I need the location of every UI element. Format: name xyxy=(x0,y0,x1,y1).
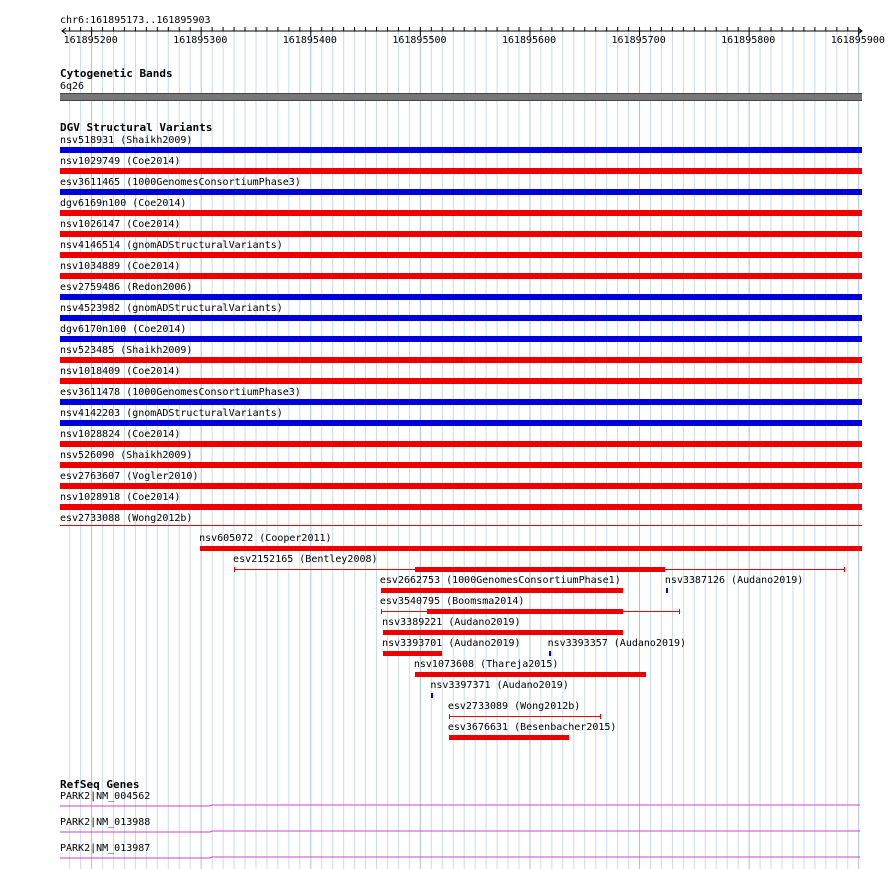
dgv-feature-ci-cap[interactable] xyxy=(679,609,680,614)
dgv-variant-label: nsv4146514 (gnomADStructuralVariants) xyxy=(60,240,283,251)
dgv-variant-label: esv2759486 (Redon2006) xyxy=(60,282,193,293)
dgv-feature-ci-cap[interactable] xyxy=(381,609,382,614)
dgv-variant-label: nsv1029749 (Coe2014) xyxy=(60,156,181,167)
ruler-tick-label: 161895700 xyxy=(611,35,666,46)
dgv-variant-bar[interactable] xyxy=(60,273,862,279)
cytoband-track-title: Cytogenetic Bands xyxy=(60,67,173,80)
ruler-tick-label: 161895300 xyxy=(173,35,228,46)
dgv-variant-label: nsv4142203 (gnomADStructuralVariants) xyxy=(60,408,283,419)
dgv-variant-bar[interactable] xyxy=(60,483,862,489)
dgv-variant-bar[interactable] xyxy=(60,294,862,300)
dgv-feature-label: esv3540795 (Boomsma2014) xyxy=(379,596,525,607)
dgv-variant-bar[interactable] xyxy=(60,420,862,426)
dgv-feature-label: nsv3387126 (Audano2019) xyxy=(664,575,804,586)
dgv-variant-bar[interactable] xyxy=(60,231,862,237)
dgv-variant-bar[interactable] xyxy=(60,504,862,510)
refseq-gene-line[interactable] xyxy=(60,805,860,806)
dgv-variant-label: nsv1028918 (Coe2014) xyxy=(60,492,181,503)
dgv-feature-bar[interactable] xyxy=(431,693,433,698)
ruler-tick-label: 161895800 xyxy=(721,35,776,46)
refseq-gene-line[interactable] xyxy=(60,857,860,858)
refseq-gene-line[interactable] xyxy=(60,831,860,832)
dgv-feature-bar[interactable] xyxy=(415,672,646,677)
dgv-feature-bar[interactable] xyxy=(427,609,623,614)
refseq-gene-label: PARK2|NM_013987 xyxy=(60,843,151,854)
dgv-feature-ci-cap[interactable] xyxy=(600,714,601,719)
dgv-feature-label: esv2733089 (Wong2012b) xyxy=(447,701,581,712)
dgv-feature-label: nsv3397371 (Audano2019) xyxy=(430,680,569,691)
dgv-feature-bar[interactable] xyxy=(415,567,665,572)
dgv-variant-bar[interactable] xyxy=(60,378,862,384)
dgv-variant-label: nsv1028824 (Coe2014) xyxy=(60,429,181,440)
dgv-feature-label: esv3676631 (Besenbacher2015) xyxy=(447,722,617,733)
dgv-variant-label: esv2763607 (Vogler2010) xyxy=(60,471,199,482)
dgv-variant-label: dgv6170n100 (Coe2014) xyxy=(60,324,187,335)
dgv-variant-label: esv2733088 (Wong2012b) xyxy=(60,513,193,524)
ruler-tick-label: 161895200 xyxy=(63,35,118,46)
dgv-variant-bar[interactable] xyxy=(60,336,862,342)
dgv-feature-bar[interactable] xyxy=(381,588,623,593)
dgv-variant-bar[interactable] xyxy=(60,525,862,526)
dgv-feature-label: esv2152165 (Bentley2008) xyxy=(233,554,378,565)
region-label: chr6:161895173..161895903 xyxy=(60,15,211,26)
dgv-variant-label: nsv1034889 (Coe2014) xyxy=(60,261,181,272)
ruler-tick-label: 161895500 xyxy=(392,35,447,46)
dgv-feature-bar[interactable] xyxy=(666,588,668,593)
dgv-variant-label: nsv1018409 (Coe2014) xyxy=(60,366,181,377)
dgv-variant-bar[interactable] xyxy=(60,189,862,195)
dgv-variant-label: nsv4523982 (gnomADStructuralVariants) xyxy=(60,303,283,314)
ruler-tick-label: 161895900 xyxy=(830,35,885,46)
dgv-variant-label: nsv523485 (Shaikh2009) xyxy=(60,345,193,356)
dgv-variant-label: esv3611465 (1000GenomesConsortiumPhase3) xyxy=(60,177,301,188)
ruler-tick-label: 161895600 xyxy=(501,35,557,46)
dgv-variant-bar[interactable] xyxy=(60,399,862,405)
dgv-feature-label: nsv3393357 (Audano2019) xyxy=(547,638,687,649)
dgv-feature-label: nsv605072 (Cooper2011) xyxy=(199,533,332,544)
dgv-variant-label: nsv526090 (Shaikh2009) xyxy=(60,450,193,461)
dgv-feature-ci-cap[interactable] xyxy=(844,567,845,572)
dgv-variant-bar[interactable] xyxy=(60,210,862,216)
dgv-feature-ci-cap[interactable] xyxy=(234,567,235,572)
dgv-variant-label: dgv6169n100 (Coe2014) xyxy=(60,198,187,209)
dgv-variant-bar[interactable] xyxy=(60,252,862,258)
dgv-feature-bar[interactable] xyxy=(200,546,862,551)
dgv-feature-label: nsv3393701 (Audano2019) xyxy=(382,638,521,649)
dgv-variant-bar[interactable] xyxy=(60,315,862,321)
dgv-feature-bar[interactable] xyxy=(383,630,623,635)
dgv-variant-bar[interactable] xyxy=(60,147,862,153)
dgv-feature-bar[interactable] xyxy=(449,735,570,740)
dgv-variant-bar[interactable] xyxy=(60,441,862,447)
cytoband-label: 6q26 xyxy=(60,81,85,92)
dgv-variant-label: esv3611478 (1000GenomesConsortiumPhase3) xyxy=(60,387,301,398)
dgv-variant-label: nsv518931 (Shaikh2009) xyxy=(60,135,193,146)
dgv-feature-ci-line[interactable] xyxy=(449,716,600,717)
refseq-gene-label: PARK2|NM_004562 xyxy=(60,791,151,802)
dgv-track-title: DGV Structural Variants xyxy=(60,121,213,134)
dgv-feature-label: esv2662753 (1000GenomesConsortiumPhase1) xyxy=(379,575,621,586)
dgv-feature-label: nsv1073608 (Thareja2015) xyxy=(413,659,559,670)
dgv-feature-ci-cap[interactable] xyxy=(449,714,450,719)
dgv-variant-bar[interactable] xyxy=(60,462,862,468)
dgv-variant-label: nsv1026147 (Coe2014) xyxy=(60,219,181,230)
dgv-variant-bar[interactable] xyxy=(60,357,862,363)
dgv-feature-bar[interactable] xyxy=(383,651,442,656)
refseq-track-title: RefSeq Genes xyxy=(60,778,140,791)
dgv-feature-label: nsv3389221 (Audano2019) xyxy=(382,617,521,628)
dgv-variant-bar[interactable] xyxy=(60,168,862,174)
refseq-gene-label: PARK2|NM_013988 xyxy=(60,817,151,828)
dgv-feature-bar[interactable] xyxy=(549,651,551,656)
ruler-tick-label: 161895400 xyxy=(282,35,337,46)
cytoband-6q26[interactable] xyxy=(60,93,862,101)
